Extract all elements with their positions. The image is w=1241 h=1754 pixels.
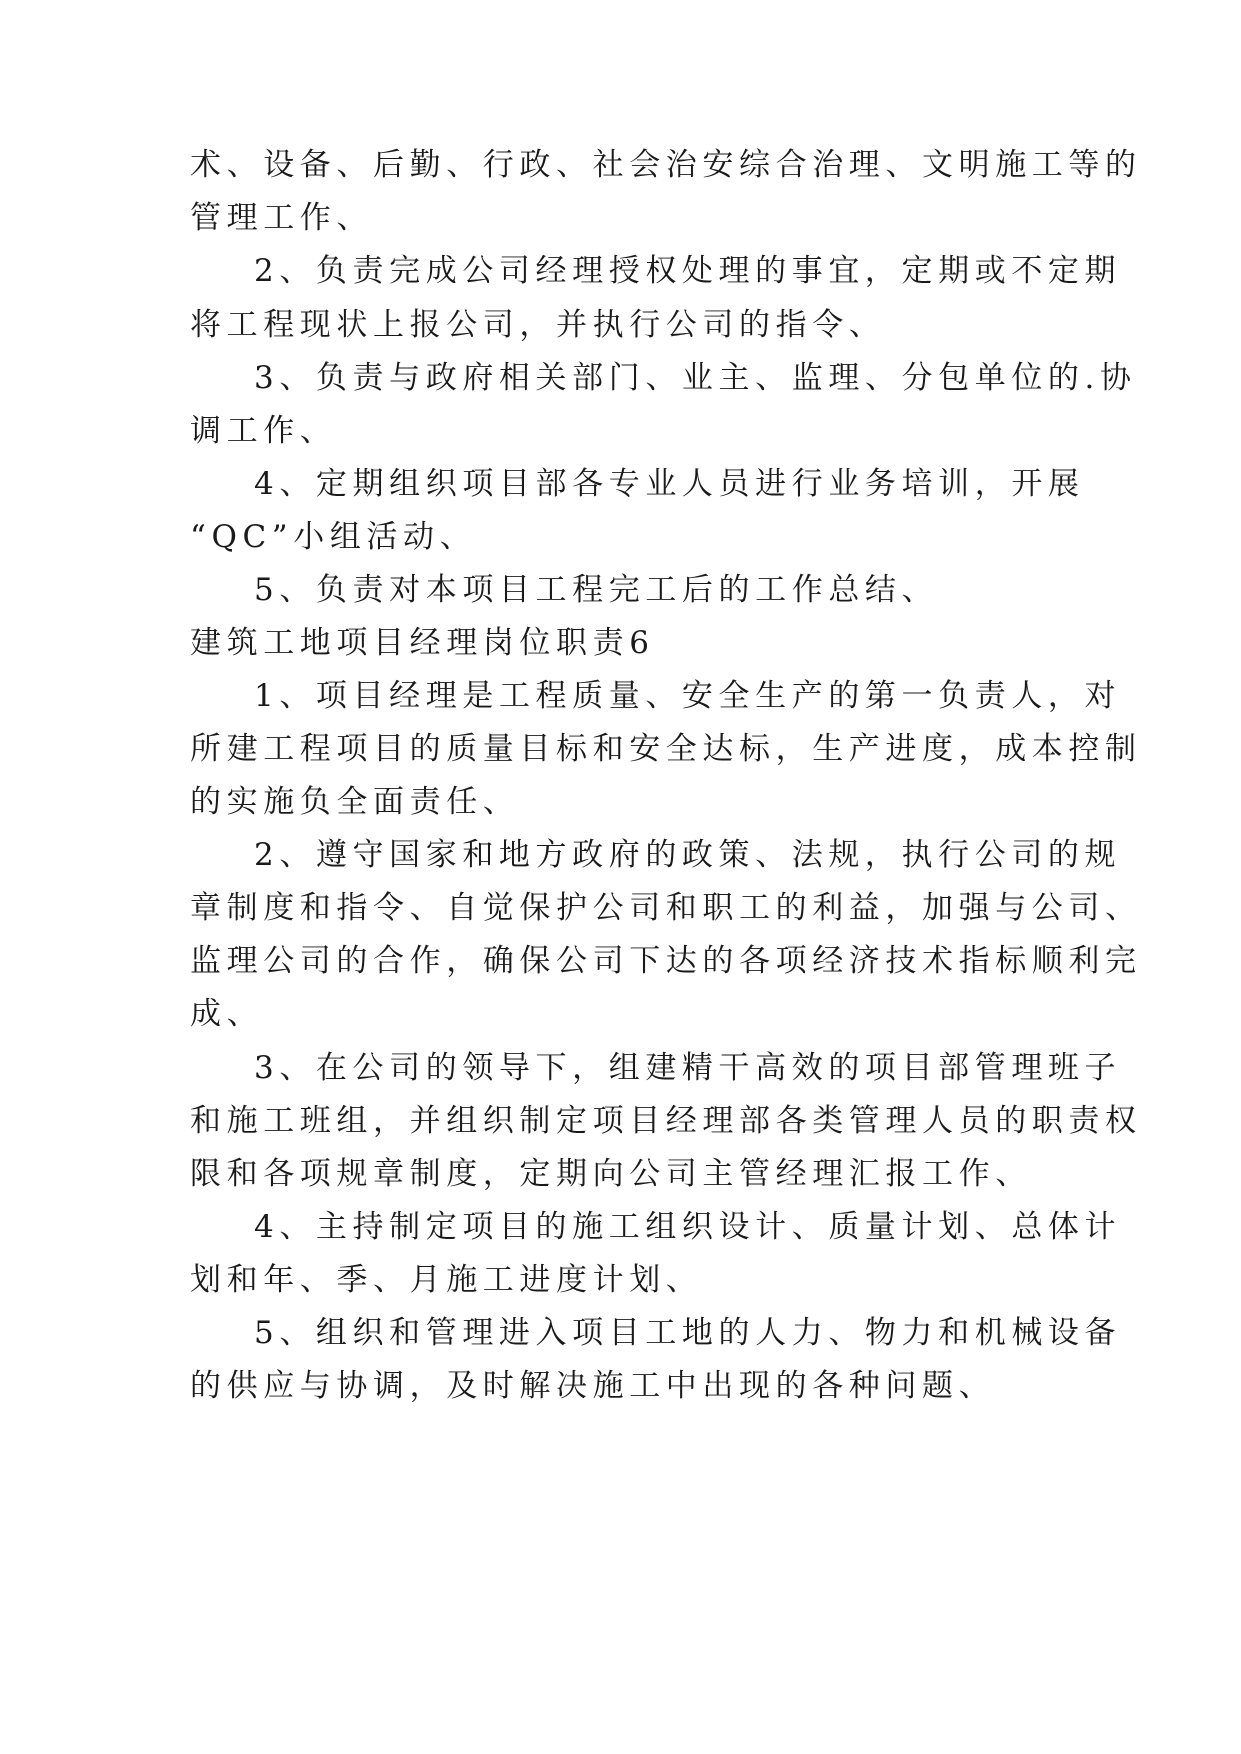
text-line: 限和各项规章制度，定期向公司主管经理汇报工作、 — [190, 1156, 1032, 1192]
text-line: 5、组织和管理进入项目工地的人力、物力和机械设备 — [254, 1315, 1122, 1351]
text-line: 成、 — [190, 996, 264, 1032]
text-line: “QC”小组活动、 — [190, 519, 477, 555]
section-heading: 建筑工地项目经理岗位职责6 — [190, 625, 655, 661]
text-line: 2、遵守国家和地方政府的政策、法规，执行公司的规 — [254, 837, 1122, 873]
text-line: 3、在公司的领导下，组建精干高效的项目部管理班子 — [254, 1050, 1122, 1086]
text-line: 2、负责完成公司经理授权处理的事宜，定期或不定期 — [254, 253, 1122, 289]
text-line: 和施工班组，并组织制定项目经理部各类管理人员的职责权 — [190, 1103, 1142, 1139]
text-line: 4、主持制定项目的施工组织设计、质量计划、总体计 — [254, 1209, 1122, 1245]
text-line: 术、设备、后勤、行政、社会治安综合治理、文明施工等的 — [190, 147, 1142, 183]
text-line: 调工作、 — [190, 413, 337, 449]
text-line: 1、项目经理是工程质量、安全生产的第一负责人，对 — [254, 678, 1122, 714]
text-line: 4、定期组织项目部各专业人员进行业务培训，开展 — [254, 466, 1085, 502]
text-line: 划和年、季、月施工进度计划、 — [190, 1262, 703, 1298]
text-line: 章制度和指令、自觉保护公司和职工的利益，加强与公司、 — [190, 890, 1142, 926]
text-line: 5、负责对本项目工程完工后的工作总结、 — [254, 572, 939, 608]
text-line: 监理公司的合作，确保公司下达的各项经济技术指标顺利完 — [190, 943, 1142, 979]
text-line: 的供应与协调，及时解决施工中出现的各种问题、 — [190, 1368, 996, 1404]
text-line: 管理工作、 — [190, 200, 373, 236]
text-line: 的实施负全面责任、 — [190, 784, 520, 820]
text-line: 所建工程项目的质量目标和安全达标，生产进度，成本控制 — [190, 731, 1142, 767]
text-line: 将工程现状上报公司，并执行公司的指令、 — [190, 307, 886, 343]
text-line: 3、负责与政府相关部门、业主、监理、分包单位的.协 — [254, 360, 1137, 396]
